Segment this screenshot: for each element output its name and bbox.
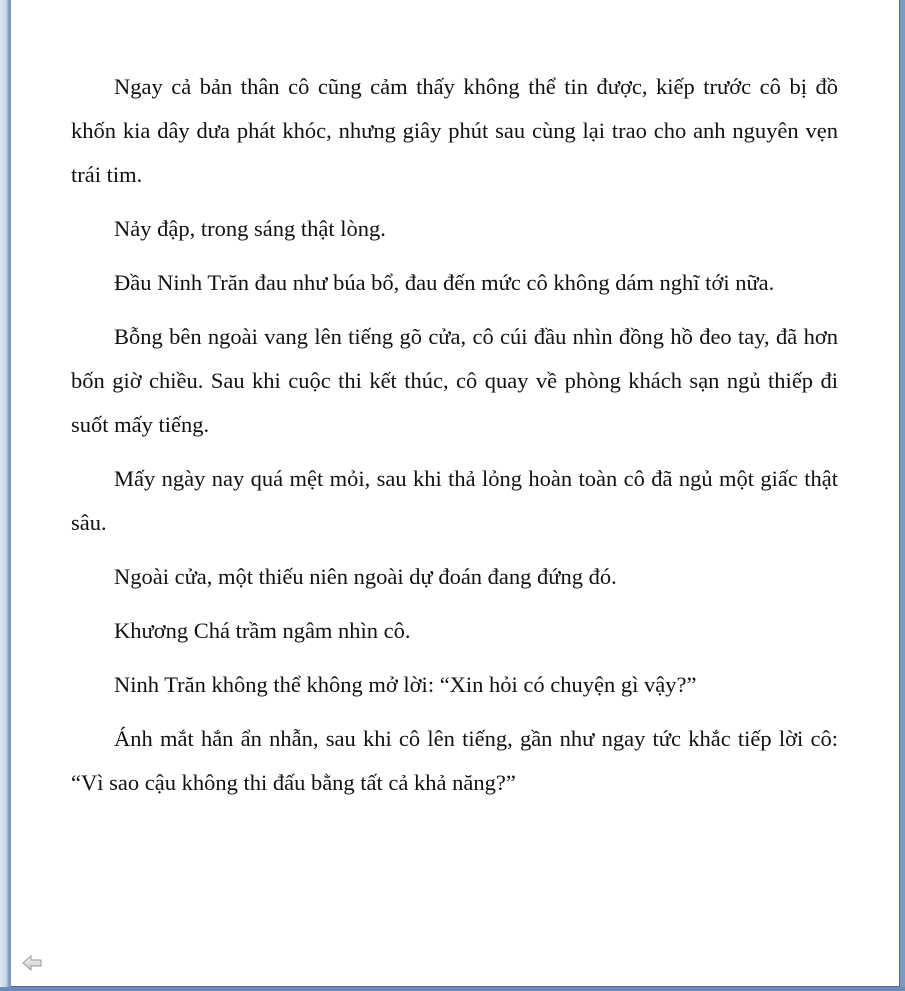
document-body [71,65,838,815]
back-arrow-icon[interactable] [21,952,43,974]
bottom-frame-strip [0,987,905,991]
paragraph-4: Bỗng bên ngoài vang lên tiếng gõ cửa, cô cúi đầu nhìn đồng hồ đeo tay, đã hơn bốn giờ chiều. Sau khi cuộc thi kết thúc, cô quay về phòng khách sạn ngủ thiếp đi suốt mấy tiếng. [71,324,838,437]
paragraph-1: Ngay cả bản thân cô cũng cảm thấy không thể tin được, kiếp trước cô bị đồ khốn kia dây dưa phát khóc, nhưng giây phút sau cùng lại trao cho anh nguyên vẹn trái tim. [71,74,838,187]
paragraph-9: Ánh mắt hắn ẩn nhẫn, sau khi cô lên tiếng, gần như ngay tức khắc tiếp lời cô: “Vì sao cậu không thi đấu bằng tất cả khả năng?” [71,726,838,795]
document-page [11,0,900,987]
paragraph-6: Ngoài cửa, một thiếu niên ngoài dự đoán đang đứng đó. [114,564,617,589]
paragraph-2: Nảy đập, trong sáng thật lòng. [114,216,386,241]
paragraph-7: Khương Chá trầm ngâm nhìn cô. [114,618,411,643]
paragraph-8: Ninh Trăn không thể không mở lời: “Xin hỏi có chuyện gì vậy?” [114,672,697,697]
paragraph-5: Mấy ngày nay quá mệt mỏi, sau khi thả lỏng hoàn toàn cô đã ngủ một giấc thật sâu. [71,466,838,535]
paragraph-3: Đầu Ninh Trăn đau như búa bổ, đau đến mức cô không dám nghĩ tới nữa. [114,270,775,295]
